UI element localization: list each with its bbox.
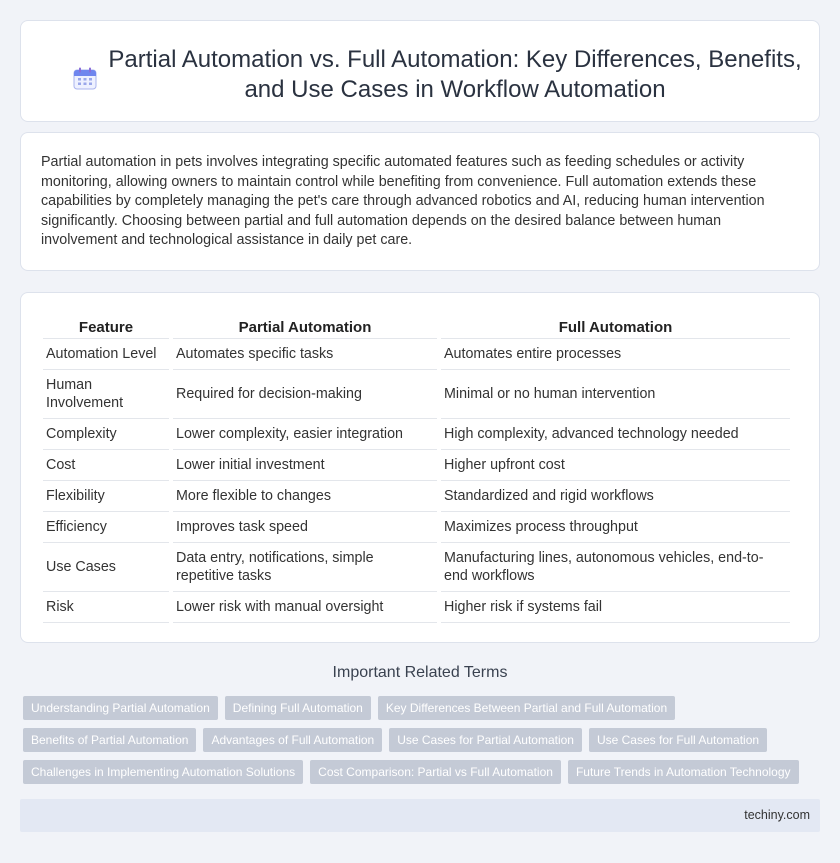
partial-cell: Data entry, notifications, simple repetitive tasks (173, 543, 437, 592)
feature-cell: Human Involvement (43, 370, 169, 419)
partial-cell: More flexible to changes (173, 481, 437, 512)
full-cell: Minimal or no human intervention (441, 370, 790, 419)
full-cell: Manufacturing lines, autonomous vehicles, end-to-end workflows (441, 543, 790, 592)
table-row (43, 339, 790, 370)
comparison-table-card (20, 292, 820, 643)
table-row (43, 543, 790, 592)
header-feature: Feature (43, 313, 169, 339)
header-partial-automation: Partial Automation (173, 313, 437, 339)
feature-cell: Cost (43, 450, 169, 481)
tag-row (23, 760, 823, 784)
full-cell: Maximizes process throughput (441, 512, 790, 543)
partial-cell: Required for decision-making (173, 370, 437, 419)
related-terms-tags (23, 696, 823, 792)
full-cell: High complexity, advanced technology needed (441, 419, 790, 450)
table-row (43, 450, 790, 481)
partial-cell: Lower risk with manual oversight (173, 592, 437, 623)
partial-cell: Automates specific tasks (173, 339, 437, 370)
related-term-tag[interactable]: Use Cases for Partial Automation (389, 728, 582, 752)
related-term-tag[interactable]: Benefits of Partial Automation (23, 728, 196, 752)
feature-cell: Efficiency (43, 512, 169, 543)
feature-cell: Use Cases (43, 543, 169, 592)
feature-cell: Risk (43, 592, 169, 623)
related-term-tag[interactable]: Understanding Partial Automation (23, 696, 218, 720)
table-row (43, 419, 790, 450)
full-cell: Automates entire processes (441, 339, 790, 370)
feature-cell: Automation Level (43, 339, 169, 370)
feature-cell: Flexibility (43, 481, 169, 512)
comparison-table (39, 313, 794, 623)
related-term-tag[interactable]: Challenges in Implementing Automation Solutions (23, 760, 303, 784)
tag-row (23, 728, 823, 752)
partial-cell: Improves task speed (173, 512, 437, 543)
related-term-tag[interactable]: Future Trends in Automation Technology (568, 760, 799, 784)
table-row (43, 370, 790, 419)
table-row (43, 512, 790, 543)
page-title: Partial Automation vs. Full Automation: Key Differences, Benefits, and Use Cases in Workflow Automation (108, 46, 802, 103)
intro-paragraph: Partial automation in pets involves integrating specific automated features such as feeding schedules or activity monitoring, allowing owners to maintain control while benefiting from convenience. Full automation extends these capabilities by completely managing the pet's care through advanced robotics and AI, reducing human intervention significantly. Choosing between partial and full automation depends on the desired balance between human involvement and technological assistance in daily pet care. (41, 154, 765, 248)
related-term-tag[interactable]: Cost Comparison: Partial vs Full Automation (310, 760, 561, 784)
table-row (43, 592, 790, 623)
table-header-row (43, 313, 790, 339)
full-cell: Higher upfront cost (441, 450, 790, 481)
partial-cell: Lower initial investment (173, 450, 437, 481)
tag-row (23, 696, 823, 720)
intro-card (20, 132, 820, 271)
partial-cell: Lower complexity, easier integration (173, 419, 437, 450)
table-row (43, 481, 790, 512)
header-full-automation: Full Automation (441, 313, 790, 339)
related-term-tag[interactable]: Key Differences Between Partial and Full Automation (378, 696, 675, 720)
footer-site-link[interactable]: techiny.com (744, 808, 810, 822)
title-card (20, 20, 820, 122)
related-terms-title: Important Related Terms (332, 664, 508, 681)
footer-bar (20, 799, 820, 832)
full-cell: Standardized and rigid workflows (441, 481, 790, 512)
related-term-tag[interactable]: Use Cases for Full Automation (589, 728, 767, 752)
related-term-tag[interactable]: Advantages of Full Automation (203, 728, 382, 752)
feature-cell: Complexity (43, 419, 169, 450)
related-term-tag[interactable]: Defining Full Automation (225, 696, 371, 720)
full-cell: Higher risk if systems fail (441, 592, 790, 623)
